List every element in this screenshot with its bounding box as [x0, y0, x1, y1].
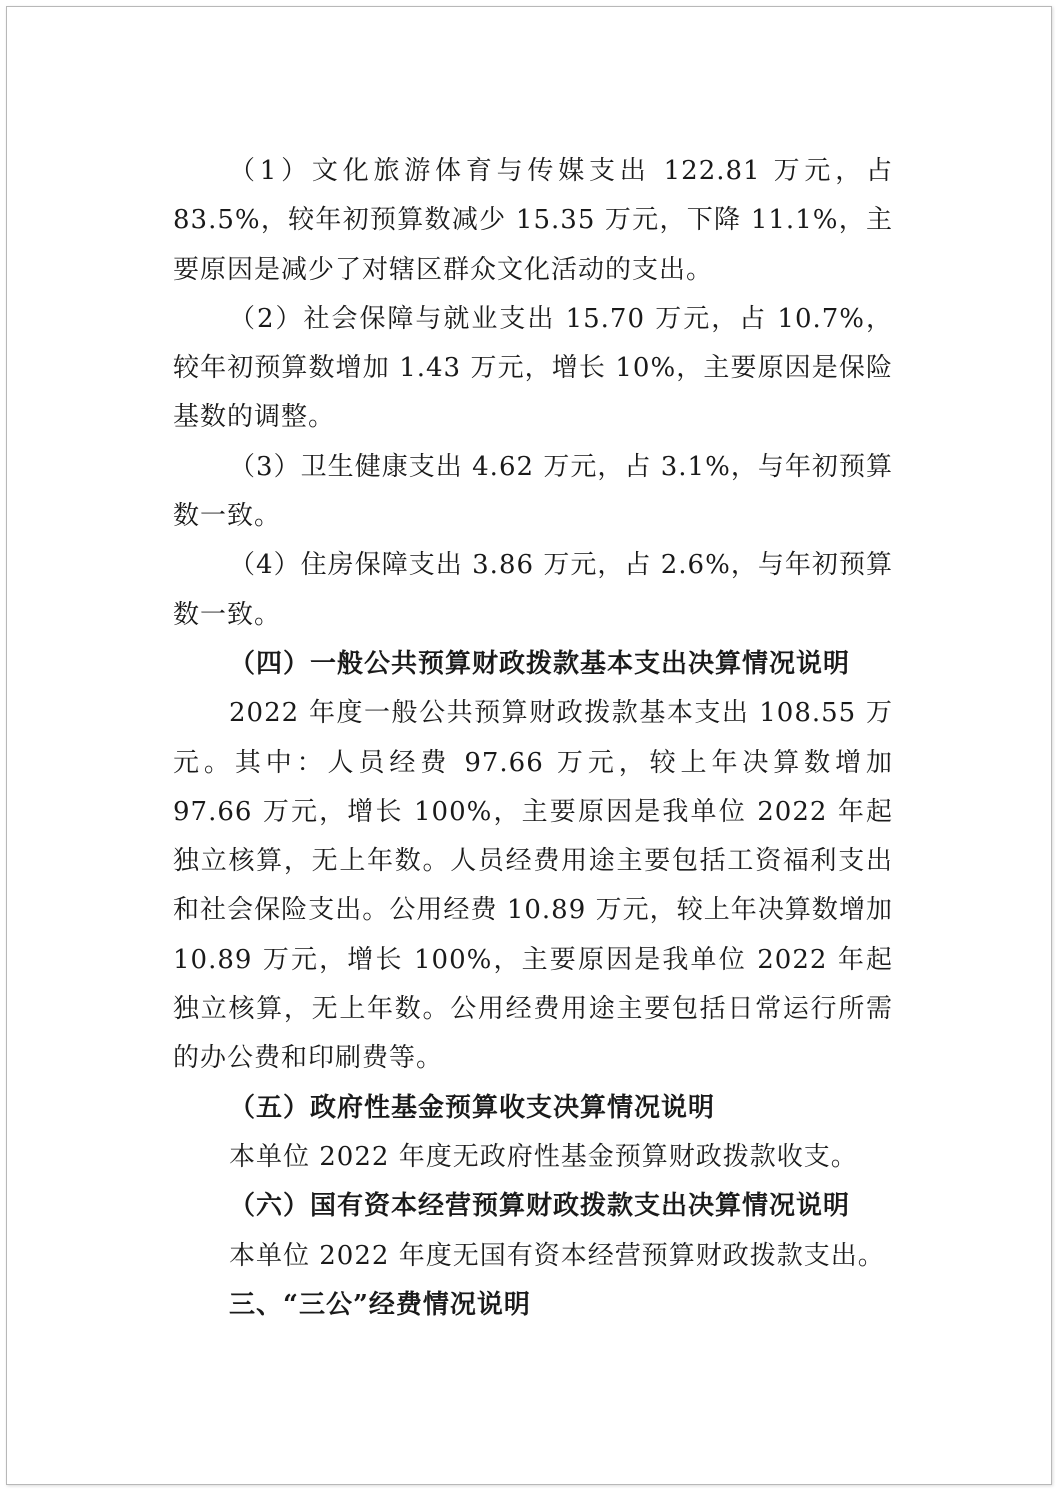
- paragraph-culture-expense: （1）文化旅游体育与传媒支出 122.81 万元，占 83.5%，较年初预算数减少 15.35 万元，下降 11.1%，主要原因是减少了对辖区群众文化活动的支出。: [173, 156, 893, 285]
- section-heading-basic-expense: （四）一般公共预算财政拨款基本支出决算情况说明: [229, 648, 851, 679]
- paragraph-state-capital: 本单位 2022 年度无国有资本经营预算财政拨款支出。: [229, 1240, 885, 1271]
- section-heading-state-capital: （六）国有资本经营预算财政拨款支出决算情况说明: [229, 1191, 851, 1222]
- paragraph-government-fund: 本单位 2022 年度无政府性基金预算财政拨款收支。: [229, 1141, 858, 1172]
- paragraph-housing-expense: （4）住房保障支出 3.86 万元，占 2.6%，与年初预算数一致。: [173, 550, 893, 630]
- paragraph-social-security-expense: （2）社会保障与就业支出 15.70 万元，占 10.7%，较年初预算数增加 1.43 万元，增长 10%，主要原因是保险基数的调整。: [173, 303, 893, 433]
- document-page: [6, 6, 1052, 1485]
- section-heading-government-fund: （五）政府性基金预算收支决算情况说明: [229, 1092, 716, 1123]
- document-body: [173, 147, 893, 1330]
- section-heading-three-public: 三、“三公”经费情况说明: [229, 1289, 531, 1320]
- paragraph-health-expense: （3）卫生健康支出 4.62 万元，占 3.1%，与年初预算数一致。: [173, 451, 893, 532]
- paragraph-basic-expense: 2022 年度一般公共预算财政拨款基本支出 108.55 万元。其中：人员经费 97.66 万元，较上年决算数增加 97.66 万元，增长 100%，主要原因是我单位 2022 年起独立核算，无上年数。人员经费用途主要包括工资福利支出和社会保险支出。公用经费 10.89 万元，较上年决算数增加 10.89 万元，增长 100%，主要原因是我单位 2022 年起独立核算，无上年数。公用经费用途主要包括日常运行所需的办公费和印刷费等。: [173, 698, 893, 1074]
